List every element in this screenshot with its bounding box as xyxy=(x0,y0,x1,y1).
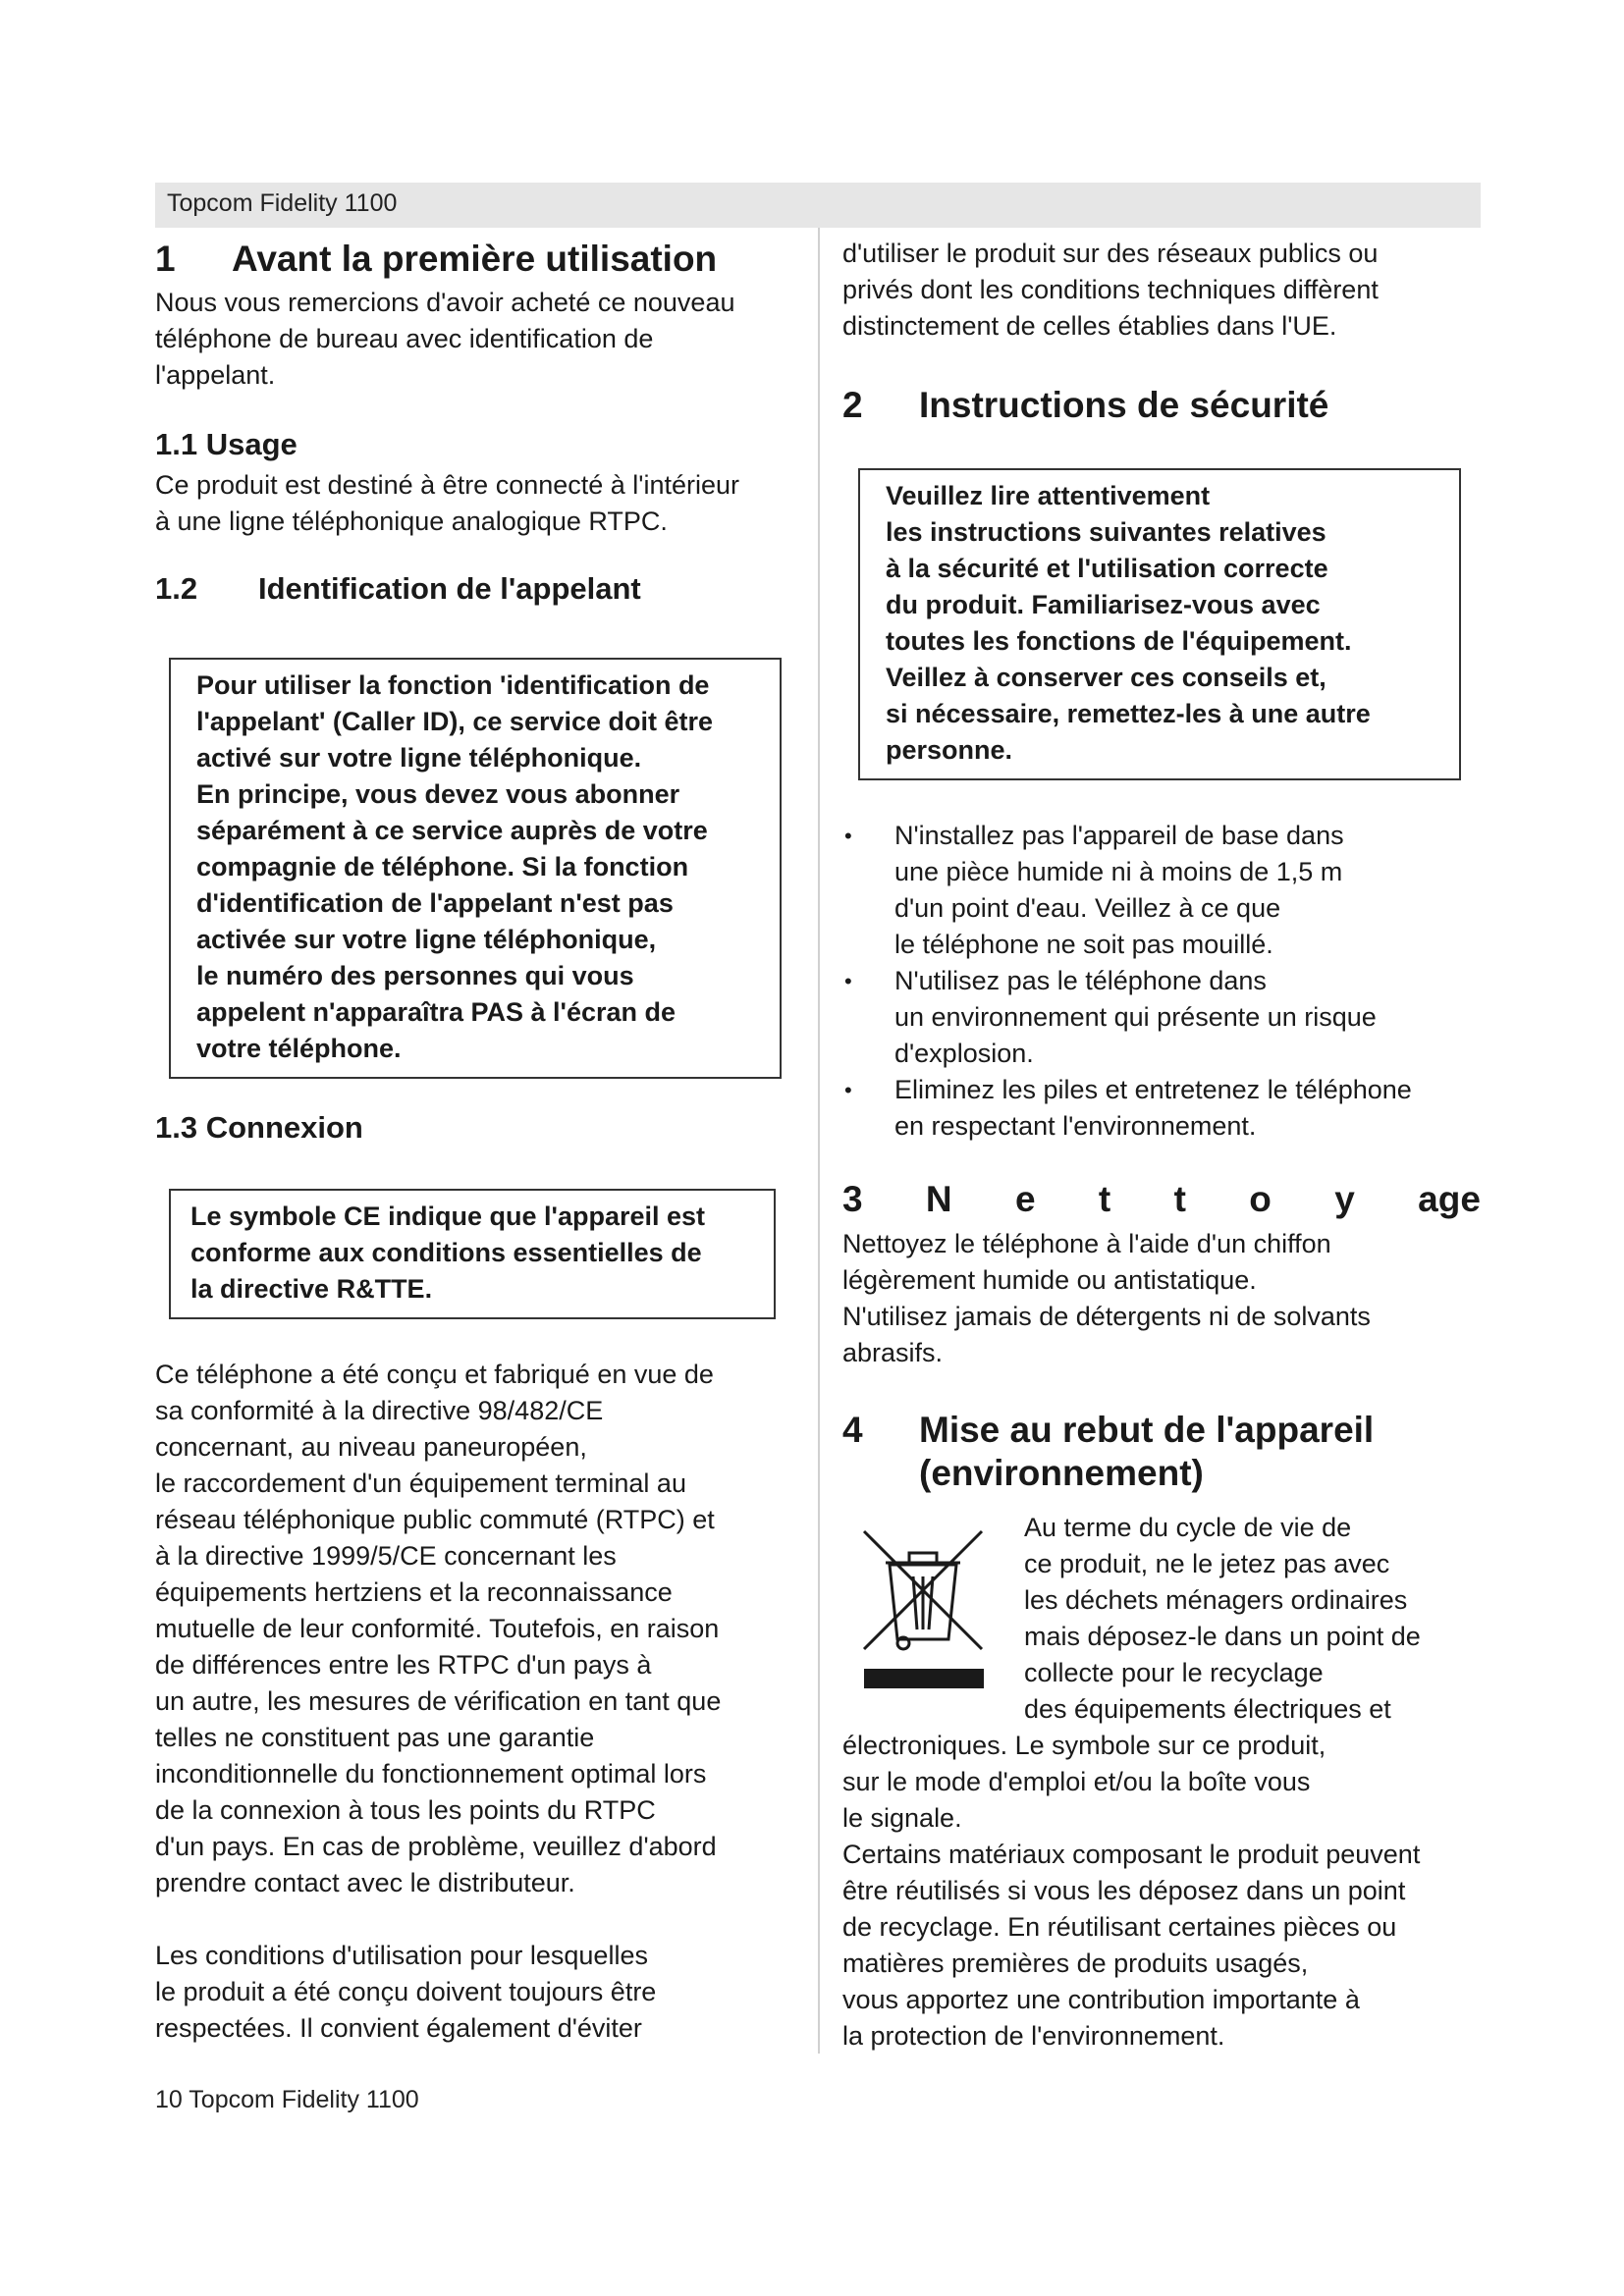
bullet-mark: • xyxy=(844,824,852,849)
section-3-title-part: 3 xyxy=(842,1179,863,1220)
right-column xyxy=(842,234,1481,2055)
safety-bullet-item xyxy=(842,963,1481,1072)
left-column xyxy=(155,234,788,2047)
section-1-3-title: 1.3 Connexion xyxy=(155,1109,363,1145)
safety-notice-box: Veuillez lire attentivement les instructions suivantes relatives à la sécurité et l'utilisation correcte du produit. Familiarisez-vous avec toutes les fonctions de l'équipement. Veillez à conserver ces conseils et, si nécessaire, remettez-les à une autre personne. xyxy=(858,468,1461,780)
disposal-block xyxy=(842,1506,1481,1728)
safety-bullet-text: N'installez pas l'appareil de base dans une pièce humide ni à moins de 1,5 m d'un point d'eau. Veillez à ce que le téléphone ne soit pas mouillé. xyxy=(894,821,1344,960)
section-3-title-part: age xyxy=(1418,1179,1481,1220)
safety-bullet-item xyxy=(842,1072,1481,1145)
section-1-2-heading xyxy=(155,569,788,609)
continued-paragraph: d'utiliser le produit sur des réseaux publics ou privés dont les conditions techniques diffèrent distinctement de celles établies dans l'UE. xyxy=(842,239,1379,341)
section-1-heading xyxy=(155,238,788,281)
page-footer: 10 Topcom Fidelity 1100 xyxy=(155,2086,419,2113)
column-divider xyxy=(818,228,820,2054)
section-3-title-part: o xyxy=(1249,1179,1272,1220)
section-1-1-title: 1.1 Usage xyxy=(155,427,298,462)
section-4-indented-text: Au terme du cycle de vie de ce produit, ne le jetez pas avec les déchets ménagers ordinaires mais déposez-le dans un point de collecte pour le recyclage des équipements électriques et xyxy=(1024,1512,1421,1724)
safety-bullet-text: Eliminez les piles et entretenez le téléphone en respectant l'environnement. xyxy=(894,1075,1412,1142)
section-1-number: 1 xyxy=(155,239,176,279)
safety-bullet-text: N'utilisez pas le téléphone dans un environnement qui présente un risque d'explosion. xyxy=(894,966,1377,1069)
section-1-body: Nous vous remercions d'avoir acheté ce nouveau téléphone de bureau avec identification de l'appelant. xyxy=(155,288,735,391)
section-3-title-part: y xyxy=(1334,1179,1355,1220)
section-1-3-paragraph-2: Les conditions d'utilisation pour lesquelles le produit a été conçu doivent toujours être respectées. Il convient également d'éviter xyxy=(155,1941,657,2044)
safety-bullet-list xyxy=(842,818,1481,1145)
section-2-title: Instructions de sécurité xyxy=(919,385,1329,425)
section-1-3-paragraph-1: Ce téléphone a été conçu et fabriqué en vue de sa conformité à la directive 98/482/CE concernant, au niveau paneuropéen, le raccordement d'un équipement terminal au réseau téléphonique public commuté (RTPC) et à la directive 1999/5/CE concernant les équipements hertziens et la reconnaissance mutuelle de leur conformité. Toutefois, en raison de différences entre les RTPC d'un pays à un autre, les mesures de vérification en tant que telles ne constituent pas une garantie inconditionnelle du fonctionnement optimal lors de la connexion à tous les points du RTPC d'un pays. En cas de problème, veuillez d'abord prendre contact avec le distributeur. xyxy=(155,1360,722,1898)
header-title: Topcom Fidelity 1100 xyxy=(167,189,398,217)
section-1-title: Avant la première utilisation xyxy=(232,239,718,279)
caller-id-notice-box: Pour utiliser la fonction 'identification de l'appelant' (Caller ID), ce service doit être activé sur votre ligne téléphonique. En principe, vous devez vous abonner séparément à ce service auprès de votre compagnie de téléphone. Si la fonction d'identification de l'appelant n'est pas activée sur votre ligne téléphonique, le numéro des personnes qui vous appelent n'apparaîtra PAS à l'écran de votre téléphone. xyxy=(169,658,782,1079)
safety-bullet-item xyxy=(842,818,1481,963)
section-4-body: électroniques. Le symbole sur ce produit, sur le mode d'emploi et/ou la boîte vous le signale. Certains matériaux composant le produit peuvent être réutilisés si vous les déposez dans un point de recyclage. En réutilisant certaines pièces ou matières premières de produits usagés, vous apportez une contribution importante à la protection de l'environnement. xyxy=(842,1730,1421,2051)
weee-crossed-bin-icon xyxy=(860,1525,988,1692)
section-4-number: 4 xyxy=(842,1409,863,1450)
section-3-title-part: N xyxy=(925,1179,952,1220)
section-1-2-title: Identification de l'appelant xyxy=(258,570,641,606)
section-2-heading xyxy=(842,384,1481,427)
section-4-heading xyxy=(842,1409,1481,1496)
section-3-title-part: e xyxy=(1015,1179,1036,1220)
section-1-1-body: Ce produit est destiné à être connecté à l'intérieur à une ligne téléphonique analogique RTPC. xyxy=(155,469,740,536)
section-2-number: 2 xyxy=(842,385,863,425)
ce-notice-box: Le symbole CE indique que l'appareil est conforme aux conditions essentielles de la directive R&TTE. xyxy=(169,1189,776,1319)
section-3-title xyxy=(842,1178,1481,1221)
section-4-title: Mise au rebut de l'appareil (environnement) xyxy=(919,1409,1375,1494)
bullet-mark: • xyxy=(844,1078,852,1103)
section-3-title-part: t xyxy=(1098,1179,1111,1220)
page-header xyxy=(155,183,1481,228)
section-3-title-part: t xyxy=(1173,1179,1186,1220)
bullet-mark: • xyxy=(844,969,852,994)
section-1-2-number: 1.2 xyxy=(155,570,198,606)
section-3-body: Nettoyez le téléphone à l'aide d'un chiffon légèrement humide ou antistatique. N'utilisez jamais de détergents ni de solvants abrasifs. xyxy=(842,1228,1371,1367)
